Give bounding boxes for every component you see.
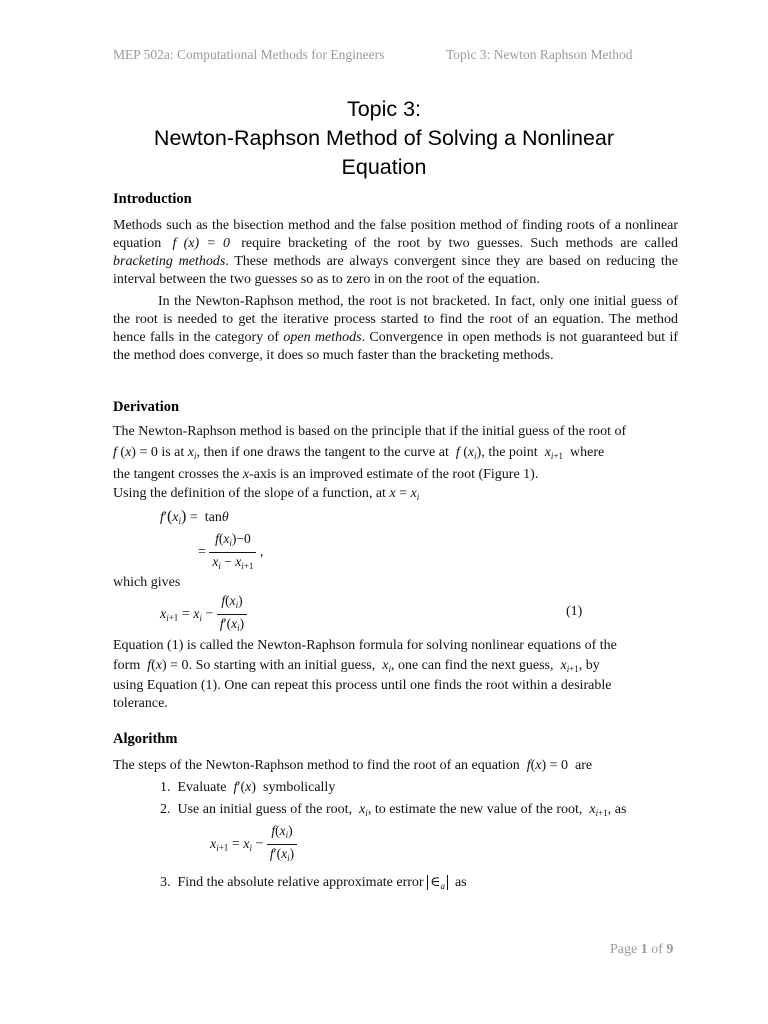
introduction-paragraph-1: Methods such as the bisection method and the false position method of finding roots of a nonlinear equation f (x) = 0 require bracketing of the root by two guesses. Such methods are called bracketing methods. These methods are always convergent since they are based on reducing the interval between the two guesses so as to zero in on the root of the equation. — [113, 218, 679, 287]
algorithm-step-2-formula: $x_{i+1} = x_i$ − $\frac{f(x_i)}{f'(x_i)}$ — [210, 822, 297, 867]
after-equation-line-2: form f(x) = 0. So starting with an initial guess, $x_i$, one can find the next guess, $x_{i+1}$, by — [113, 658, 600, 674]
equation-number: (1) — [566, 604, 583, 619]
page-title — [0, 95, 768, 182]
slope-equation: $f'(x_i) = \tan\theta$ — [160, 508, 229, 526]
title-line-2: Newton-Raphson Method of Solving a Nonlinear — [153, 126, 615, 150]
equation-fx-zero: f (x) = 0 — [172, 236, 231, 251]
derivation-line-3: the tangent crosses the x-axis is an improved estimate of the root (Figure 1). — [113, 467, 539, 482]
derivation-line-1: The Newton-Raphson method is based on the principle that if the initial guess of the root of — [113, 424, 627, 439]
header-topic: Topic 3: Newton Raphson Method — [446, 47, 633, 62]
which-gives-text: which gives — [113, 575, 181, 590]
algorithm-step-3: 3. Find the absolute relative approximate error $\in_a$ as — [160, 875, 467, 891]
algorithm-step-2: 2. Use an initial guess of the root, $x_i$, to estimate the new value of the root, $x_{i+1}$, as — [160, 802, 627, 818]
after-equation-line-1: Equation (1) is called the Newton-Raphson formula for solving nonlinear equations of the — [113, 638, 617, 653]
introduction-paragraph-2: In the Newton-Raphson method, the root is not bracketed. In fact, only one initial guess of the root is needed to get the iterative process started to find the root of an equation. The method hence falls in the category of open methods. Convergence in open methods is not guaranteed but if the method does converge, it does so much faster than the bracketing methods. — [113, 294, 679, 363]
derivation-heading: Derivation — [113, 399, 180, 415]
header-course: MEP 502a: Computational Methods for Engineers — [113, 47, 385, 62]
after-equation-line-4: tolerance. — [113, 696, 168, 711]
slope-fraction: = $\frac{f(x_i)-0}{x_i - x_{i+1}}$ , — [198, 531, 264, 571]
page-number: Page 1 of 9 — [610, 942, 674, 957]
introduction-heading: Introduction — [113, 191, 192, 207]
title-line-3: Equation — [341, 155, 427, 179]
algorithm-step-1: 1. Evaluate f′(x) symbolically — [160, 780, 336, 795]
newton-raphson-formula: $x_{i+1} = x_i$ − $\frac{f(x_i)}{f'(x_i)}$ — [160, 592, 247, 637]
title-line-1: Topic 3: — [346, 97, 422, 121]
derivation-line-4: Using the definition of the slope of a function, at $x = x_i$ — [113, 486, 420, 502]
derivation-line-2: f (x) = 0 is at $x_i$, then if one draws the tangent to the curve at f $(x_i)$, the point $x_{i+1}$ where — [113, 445, 605, 461]
algorithm-intro: The steps of the Newton-Raphson method to find the root of an equation f(x) = 0 are — [113, 758, 593, 773]
after-equation-line-3: using Equation (1). One can repeat this process until one finds the root within a desirable — [113, 678, 612, 693]
algorithm-heading: Algorithm — [113, 731, 178, 747]
open-methods-term: open methods — [283, 330, 362, 345]
bracketing-methods-term: bracketing methods — [113, 254, 226, 269]
